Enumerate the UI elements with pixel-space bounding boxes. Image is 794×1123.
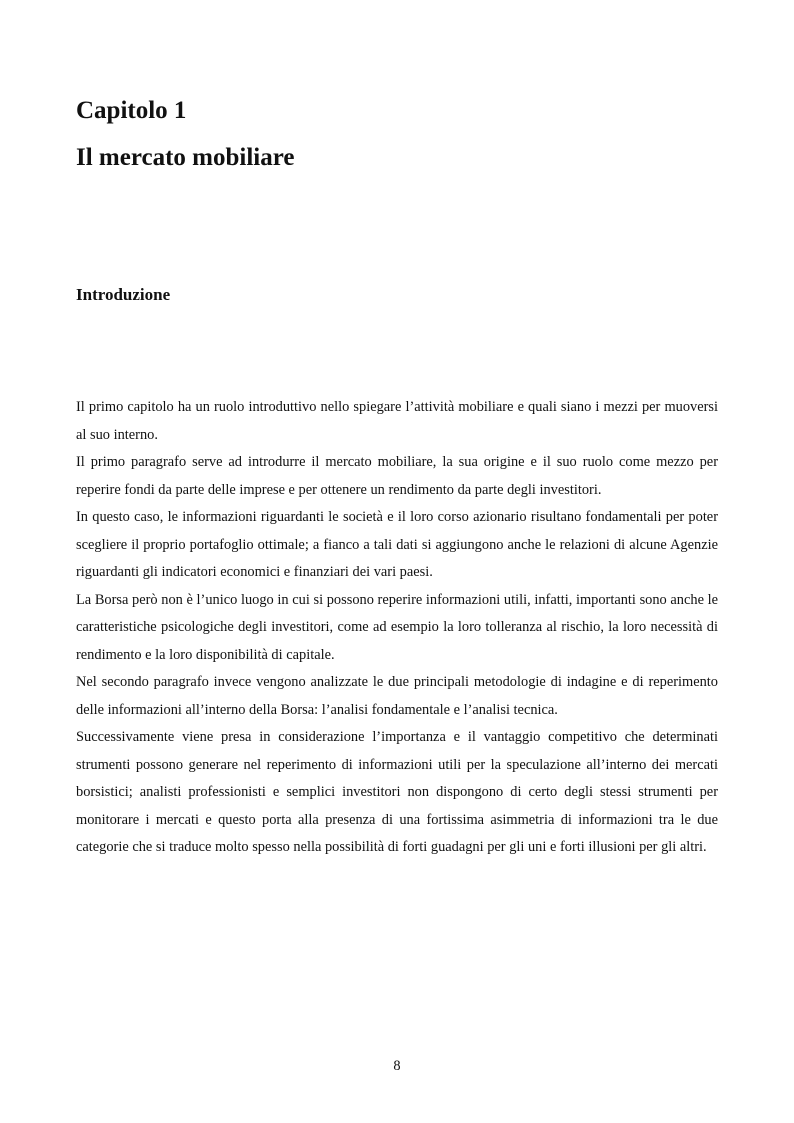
paragraph: In questo caso, le informazioni riguardanti le società e il loro corso azionario risultano fondamentali per poter scegliere il proprio portafoglio ottimale; a fianco a tali dati si aggiungono anche le relazioni di alcune Agenzie riguardanti gli indicatori economici e finanziari dei vari paesi. bbox=[76, 509, 718, 580]
paragraph: Successivamente viene presa in considerazione l’importanza e il vantaggio competitivo che determinati strumenti possono generare nel reperimento di informazioni utili per la speculazione all’interno dei mercati borsistici; analisti professionisti e semplici investitori non dispongono di certo degli stessi strumenti per monitorare i mercati e questo porta alla presenza di una fortissima asimmetria di informazioni tra le due categorie che si traduce molto spesso nella possibilità di forti guadagni per gli uni e forti illusioni per gli altri. bbox=[76, 729, 718, 855]
page-number: 8 bbox=[393, 1058, 401, 1074]
body-text bbox=[76, 394, 718, 862]
chapter-number: Capitolo 1 bbox=[76, 97, 187, 124]
paragraph: Il primo paragrafo serve ad introdurre il mercato mobiliare, la sua origine e il suo ruolo come mezzo per reperire fondi da parte delle imprese e per ottenere un rendimento da parte degli investitori. bbox=[76, 454, 718, 498]
chapter-title: Il mercato mobiliare bbox=[76, 144, 295, 171]
paragraph: La Borsa però non è l’unico luogo in cui si possono reperire informazioni utili, infatti, importanti sono anche le caratteristiche psicologiche degli investitori, come ad esempio la loro tolleranza al rischio, la loro necessità di rendimento e la loro disponibilità di capitale. bbox=[76, 591, 718, 663]
paragraph: Il primo capitolo ha un ruolo introduttivo nello spiegare l’attività mobiliare e quali siano i mezzi per muoversi al suo interno. bbox=[76, 399, 718, 443]
section-title: Introduzione bbox=[76, 285, 171, 304]
paragraph: Nel secondo paragrafo invece vengono analizzate le due principali metodologie di indagine e di reperimento delle informazioni all’interno della Borsa: l’analisi fondamentale e l’analisi tecnica. bbox=[76, 674, 718, 718]
